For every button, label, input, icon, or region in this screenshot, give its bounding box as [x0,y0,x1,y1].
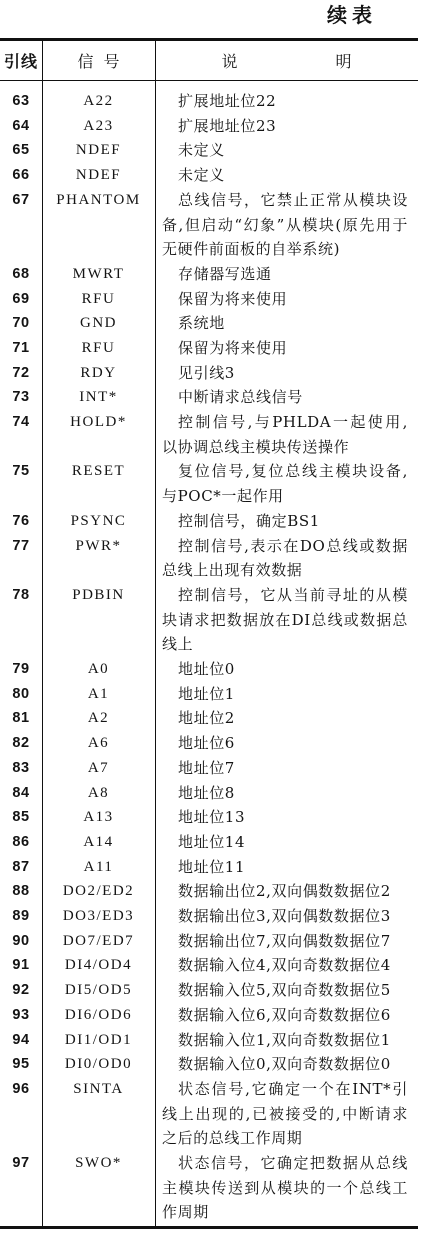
signal-name: A2 [87,710,110,727]
description-cell [155,706,408,731]
signal-name: RFU [81,339,116,356]
description-cell [155,953,408,978]
header-pin: 引线 [3,51,38,71]
pin-number: 93 [12,1006,30,1023]
description-line: 作周期 [162,1203,209,1222]
description-cell [155,89,408,114]
header-rule [0,80,418,82]
table-row [0,855,418,880]
description-line: 数据输出位2,双向偶数数据位2 [178,882,391,901]
description-cell [155,805,408,830]
pin-number: 63 [12,93,30,109]
description-cell [155,361,408,386]
signal-name: DI0/OD0 [64,1056,133,1073]
description-line: 与POC*一起作用 [162,487,284,506]
pin-number: 75 [12,463,30,480]
description-line: 块请求把数据放在DI总线或数据总 [162,610,408,629]
description-line: 地址位13 [178,808,246,827]
description-cell [155,855,408,880]
description-cell [155,1151,408,1225]
description-line: 数据输入位5,双向奇数数据位5 [178,981,391,1000]
signal-name: A1 [87,685,110,702]
signal-name: A22 [83,93,114,109]
signal-name: A13 [83,809,114,826]
table-row [0,879,418,904]
description-cell [155,311,408,336]
table-row [0,287,418,312]
description-line: 控制信号,表示在DO总线或数据 [178,536,408,555]
table-row [0,385,418,410]
table-row [0,830,418,855]
pin-number: 95 [12,1056,30,1073]
description-cell [155,583,408,657]
pin-number: 70 [12,315,30,332]
pin-number: 90 [12,932,30,949]
table-row [0,1052,418,1077]
description-line: 扩展地址位23 [178,116,277,135]
table-row [0,929,418,954]
table-row [0,534,418,583]
description-line: 系统地 [178,314,225,333]
description-cell [155,459,408,508]
pin-number: 74 [12,414,30,431]
description-cell [155,138,408,163]
table-row [0,459,418,508]
table-row [0,682,418,707]
table-row [0,1028,418,1053]
description-line: 保留为将来使用 [178,289,288,308]
signal-name: DI5/OD5 [64,982,133,999]
description-line: 主模块传送到从模块的一个总线工 [162,1178,408,1197]
pin-number: 66 [12,167,30,184]
description-line: 扩展地址位22 [178,92,277,110]
pin-number: 84 [12,784,30,801]
signal-name: DO3/ED3 [62,908,135,925]
description-cell [155,1003,408,1028]
description-cell [155,756,408,781]
pin-number: 68 [12,265,30,282]
pin-number: 97 [12,1155,30,1171]
table-row [0,311,418,336]
signal-name: DI1/OD1 [64,1031,133,1048]
description-cell [155,1052,408,1077]
description-cell [155,385,408,410]
bottom-rule [0,1226,418,1229]
table-row [0,756,418,781]
description-line: 数据输出位3,双向偶数数据位3 [178,907,391,926]
pin-number: 82 [12,735,30,752]
signal-name: A6 [87,735,110,752]
table-row [0,1077,418,1151]
signal-name: DO2/ED2 [62,883,135,900]
description-line: 控制信号,与PHLDA一起使用, [178,413,408,432]
pin-number: 80 [12,685,30,702]
description-cell [155,904,408,929]
table-body [0,89,418,1225]
pin-number: 65 [12,142,30,159]
description-line: 保留为将来使用 [178,338,288,357]
signal-name: PWR* [75,537,122,554]
description-line: 备,但启动“幻象”从模块(原先用于 [162,215,408,234]
header-signal: 信 号 [77,51,120,71]
pin-number: 88 [12,883,30,900]
table-row [0,781,418,806]
signal-name: MWRT [72,265,125,282]
table-row [0,978,418,1003]
table-row [0,706,418,731]
description-line: 无硬件前面板的自举系统) [162,240,341,259]
table-row [0,163,418,188]
description-line: 地址位7 [178,758,235,777]
description-line: 未定义 [178,166,225,185]
continuation-label: 续表 [327,3,377,27]
signal-name: A7 [87,759,110,776]
pin-number: 67 [12,191,30,208]
table-row [0,509,418,534]
table-row [0,583,418,657]
signal-name: NDEF [75,167,122,184]
pin-number: 85 [12,809,30,826]
description-cell [155,287,408,312]
description-line: 地址位2 [178,709,235,728]
signal-name: NDEF [75,142,122,159]
description-cell [155,1028,408,1053]
pin-number: 87 [12,858,30,875]
pin-number: 81 [12,710,30,727]
pin-number: 72 [12,364,30,381]
description-cell [155,879,408,904]
signal-name: PSYNC [70,512,127,529]
description-line: 之后的总线工作周期 [162,1129,303,1148]
table-row [0,361,418,386]
table-row [0,138,418,163]
pin-number: 73 [12,389,30,406]
table-row [0,114,418,139]
table-row [0,657,418,682]
description-line: 数据输入位6,双向奇数数据位6 [178,1005,391,1024]
description-cell [155,534,408,583]
signal-name: DI4/OD4 [64,957,133,974]
signal-name: A0 [87,660,110,677]
pin-number: 71 [12,339,30,356]
table-row [0,953,418,978]
description-line: 复位信号,复位总线主模块设备, [178,462,408,481]
signal-name: RESET [71,463,126,480]
description-line: 地址位1 [178,684,235,703]
description-line: 地址位0 [178,659,235,678]
description-line: 控制信号，确定BS1 [178,511,320,530]
pin-number: 79 [12,660,30,677]
pin-number: 92 [12,982,30,999]
description-line: 数据输入位1,双向奇数数据位1 [178,1030,391,1049]
signal-name: INT* [79,389,118,406]
header-description: 说 明 [221,51,352,71]
description-line: 数据输入位4,双向奇数数据位4 [178,956,391,975]
description-line: 地址位11 [178,857,246,876]
description-cell [155,978,408,1003]
signal-name: A14 [83,833,114,850]
signal-name: GND [80,315,117,332]
table-row [0,262,418,287]
description-cell [155,410,408,459]
description-cell [155,262,408,287]
description-cell [155,731,408,756]
table-row [0,1003,418,1028]
pin-number: 77 [12,537,30,554]
description-cell [155,682,408,707]
description-cell [155,657,408,682]
description-cell [155,830,408,855]
table-row [0,904,418,929]
description-line: 线上 [162,635,194,654]
pin-number: 78 [12,586,30,603]
pin-number: 96 [12,1080,30,1097]
pin-number: 83 [12,759,30,776]
description-line: 见引线3 [178,363,235,382]
table-row [0,188,418,262]
description-cell [155,114,408,139]
description-line: 地址位8 [178,783,235,802]
pin-number: 94 [12,1031,30,1048]
table-header [0,41,418,80]
table-row [0,805,418,830]
signal-name: A11 [83,858,114,875]
table-row [0,89,418,114]
table-row [0,1151,418,1225]
signal-name: PHANTOM [56,191,141,208]
description-cell [155,781,408,806]
description-line: 线上出现的,已被接受的,中断请求 [162,1104,408,1123]
pin-number: 69 [12,290,30,307]
description-line: 地址位14 [178,832,246,851]
description-line: 总线上出现有效数据 [162,561,303,580]
signal-name: SINTA [73,1080,124,1097]
signal-name: A8 [87,784,110,801]
description-line: 以协调总线主模块传送操作 [162,437,350,456]
description-line: 数据输出位7,双向偶数数据位7 [178,931,391,950]
signal-name: SWO* [75,1155,122,1171]
description-line: 未定义 [178,141,225,160]
pin-number: 89 [12,908,30,925]
description-cell [155,929,408,954]
table-row [0,410,418,459]
description-line: 中断请求总线信号 [178,388,303,407]
description-line: 存储器写选通 [178,264,272,283]
pin-number: 86 [12,833,30,850]
signal-name: RFU [81,290,116,307]
description-line: 控制信号，它从当前寻址的从模 [178,585,408,604]
signal-name: HOLD* [70,414,127,431]
description-line: 地址位6 [178,734,235,753]
pin-number: 64 [12,117,30,134]
description-cell [155,509,408,534]
signal-name: DI6/OD6 [64,1006,133,1023]
description-line: 状态信号,它确定一个在INT*引 [178,1079,408,1098]
description-cell [155,1077,408,1151]
description-line: 数据输入位0,双向奇数数据位0 [178,1055,391,1074]
pin-number: 91 [12,957,30,974]
signal-name: RDY [80,364,117,381]
description-line: 总线信号，它禁止正常从模块设 [178,190,408,209]
description-cell [155,188,408,262]
description-line: 状态信号，它确定把数据从总线 [178,1154,408,1172]
table-row [0,731,418,756]
signal-name: A23 [83,117,114,134]
signal-name: PDBIN [72,586,125,603]
pin-number: 76 [12,512,30,529]
description-cell [155,336,408,361]
signal-name: DO7/ED7 [62,932,135,949]
description-cell [155,163,408,188]
table-row [0,336,418,361]
